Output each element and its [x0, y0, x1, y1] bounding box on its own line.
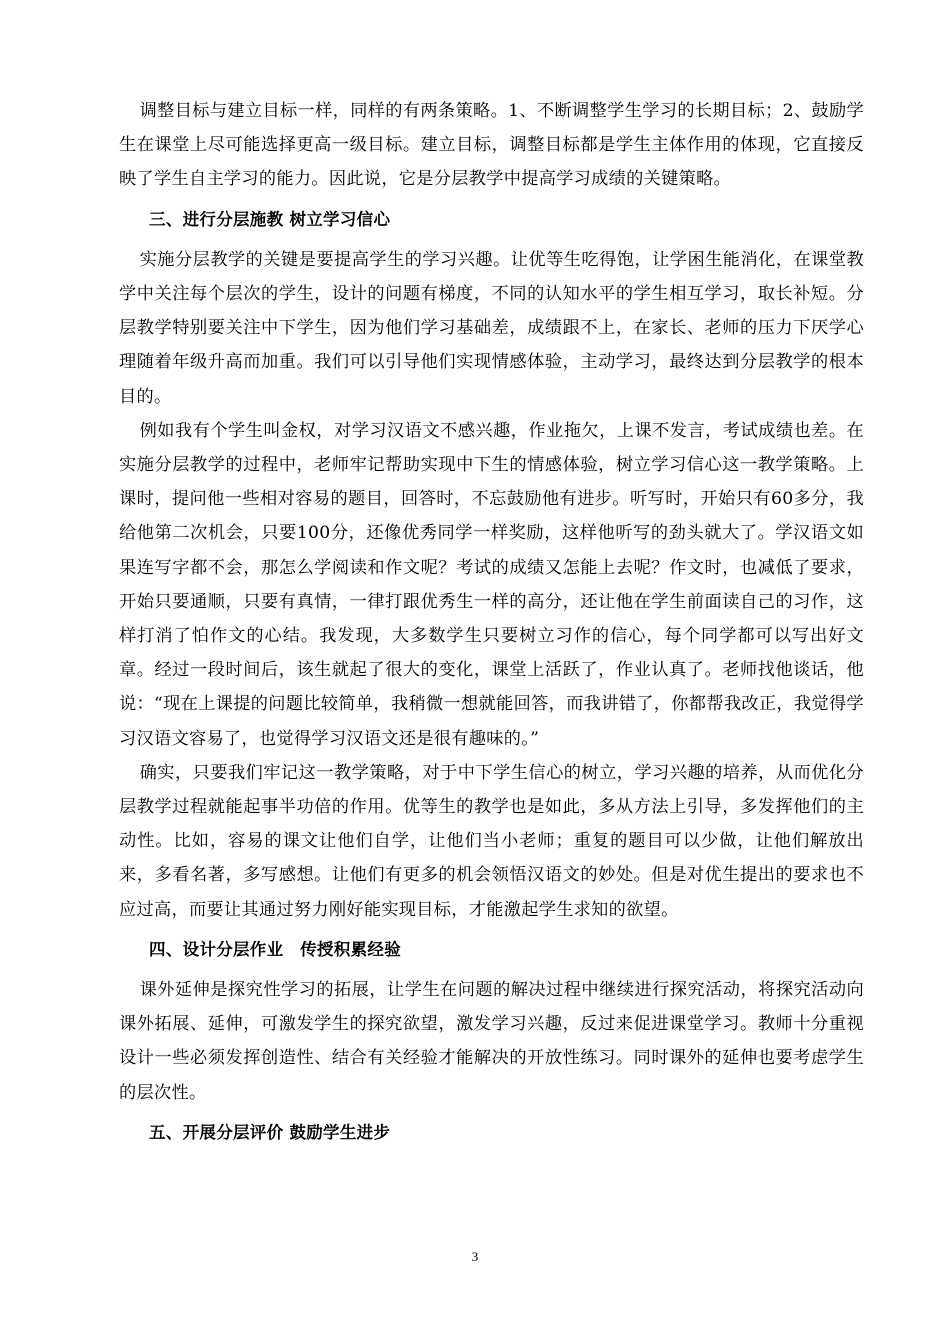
paragraph-extension: 课外延伸是探究性学习的拓展，让学生在问题的解决过程中继续进行探究活动，将探究活动向课外拓展、延伸，可激发学生的探究欲望，激发学习兴趣，反过来促进课堂学习。教师十分重视设计一些必须发挥创造性、结合有关经验才能解决的开放性练习。同时课外的延伸也要考虑学生的层次性。: [119, 980, 864, 1103]
page-number: 3: [471, 1249, 479, 1264]
paragraph-teaching-strategy: 确实，只要我们牢记这一教学策略，对于中下学生信心的树立，学习兴趣的培养，从而优化分层教学过程就能起事半功倍的作用。优等生的教学也是如此，多从方法上引导，多发挥他们的主动性。比如，容易的课文让他们自学，让他们当小老师；重复的题目可以少做，让他们解放出来，多看名著，多写感想。让他们有更多的机会领悟汉语文的妙处。但是对优生提出的要求也不应过高，而要让其通过努力刚好能实现目标，才能激起学生求知的欲望。: [119, 762, 864, 920]
section-heading-3: 三、进行分层施教 树立学习信心: [149, 209, 391, 229]
section-heading-4: 四、设计分层作业 传授积累经验: [149, 939, 401, 959]
paragraph-adjust-goals: 调整目标与建立目标一样，同样的有两条策略。1、不断调整学生学习的长期目标；2、鼓励学生在课堂上尽可能选择更高一级目标。建立目标，调整目标都是学生主体作用的体现，它直接反映了学生自主学习的能力。因此说，它是分层教学中提高学习成绩的关键策略。: [119, 101, 864, 190]
page-content: [119, 94, 864, 1156]
paragraph-layered-teaching: 实施分层教学的关键是要提高学生的学习兴趣。让优等生吃得饱，让学困生能消化，在课堂教学中关注每个层次的学生，设计的问题有梯度，不同的认知水平的学生相互学习，取长补短。分层教学特别要关注中下学生，因为他们学习基础差，成绩跟不上，在家长、老师的压力下厌学心理随着年级升高而加重。我们可以引导他们实现情感体验，主动学习，最终达到分层教学的根本目的。: [119, 249, 864, 407]
paragraph-student-example: 例如我有个学生叫金权，对学习汉语文不感兴趣，作业拖欠，上课不发言，考试成绩也差。在实施分层教学的过程中，老师牢记帮助实现中下生的情感体验，树立学习信心这一教学策略。上课时，提问他一些相对容易的题目，回答时，不忘鼓励他有进步。听写时，开始只有60多分，我给他第二次机会，只要100分，还像优秀同学一样奖励，这样他听写的劲头就大了。学汉语文如果连写字都不会，那怎么学阅读和作文呢？考试的成绩又怎能上去呢？作文时，也减低了要求，开始只要通顺，只要有真情，一律打跟优秀生一样的高分，还让他在学生前面读自己的习作，这样打消了怕作文的心结。我发现，大多数学生只要树立习作的信心，每个同学都可以写出好文章。经过一段时间后，该生就起了很大的变化，课堂上活跃了，作业认真了。老师找他谈话，他说：“现在上课提的问题比较简单，我稍微一想就能回答，而我讲错了，你都帮我改正，我觉得学习汉语文容易了，也觉得学习汉语文还是很有趣味的。”: [119, 420, 864, 749]
section-heading-5: 五、开展分层评价 鼓励学生进步: [149, 1122, 391, 1142]
